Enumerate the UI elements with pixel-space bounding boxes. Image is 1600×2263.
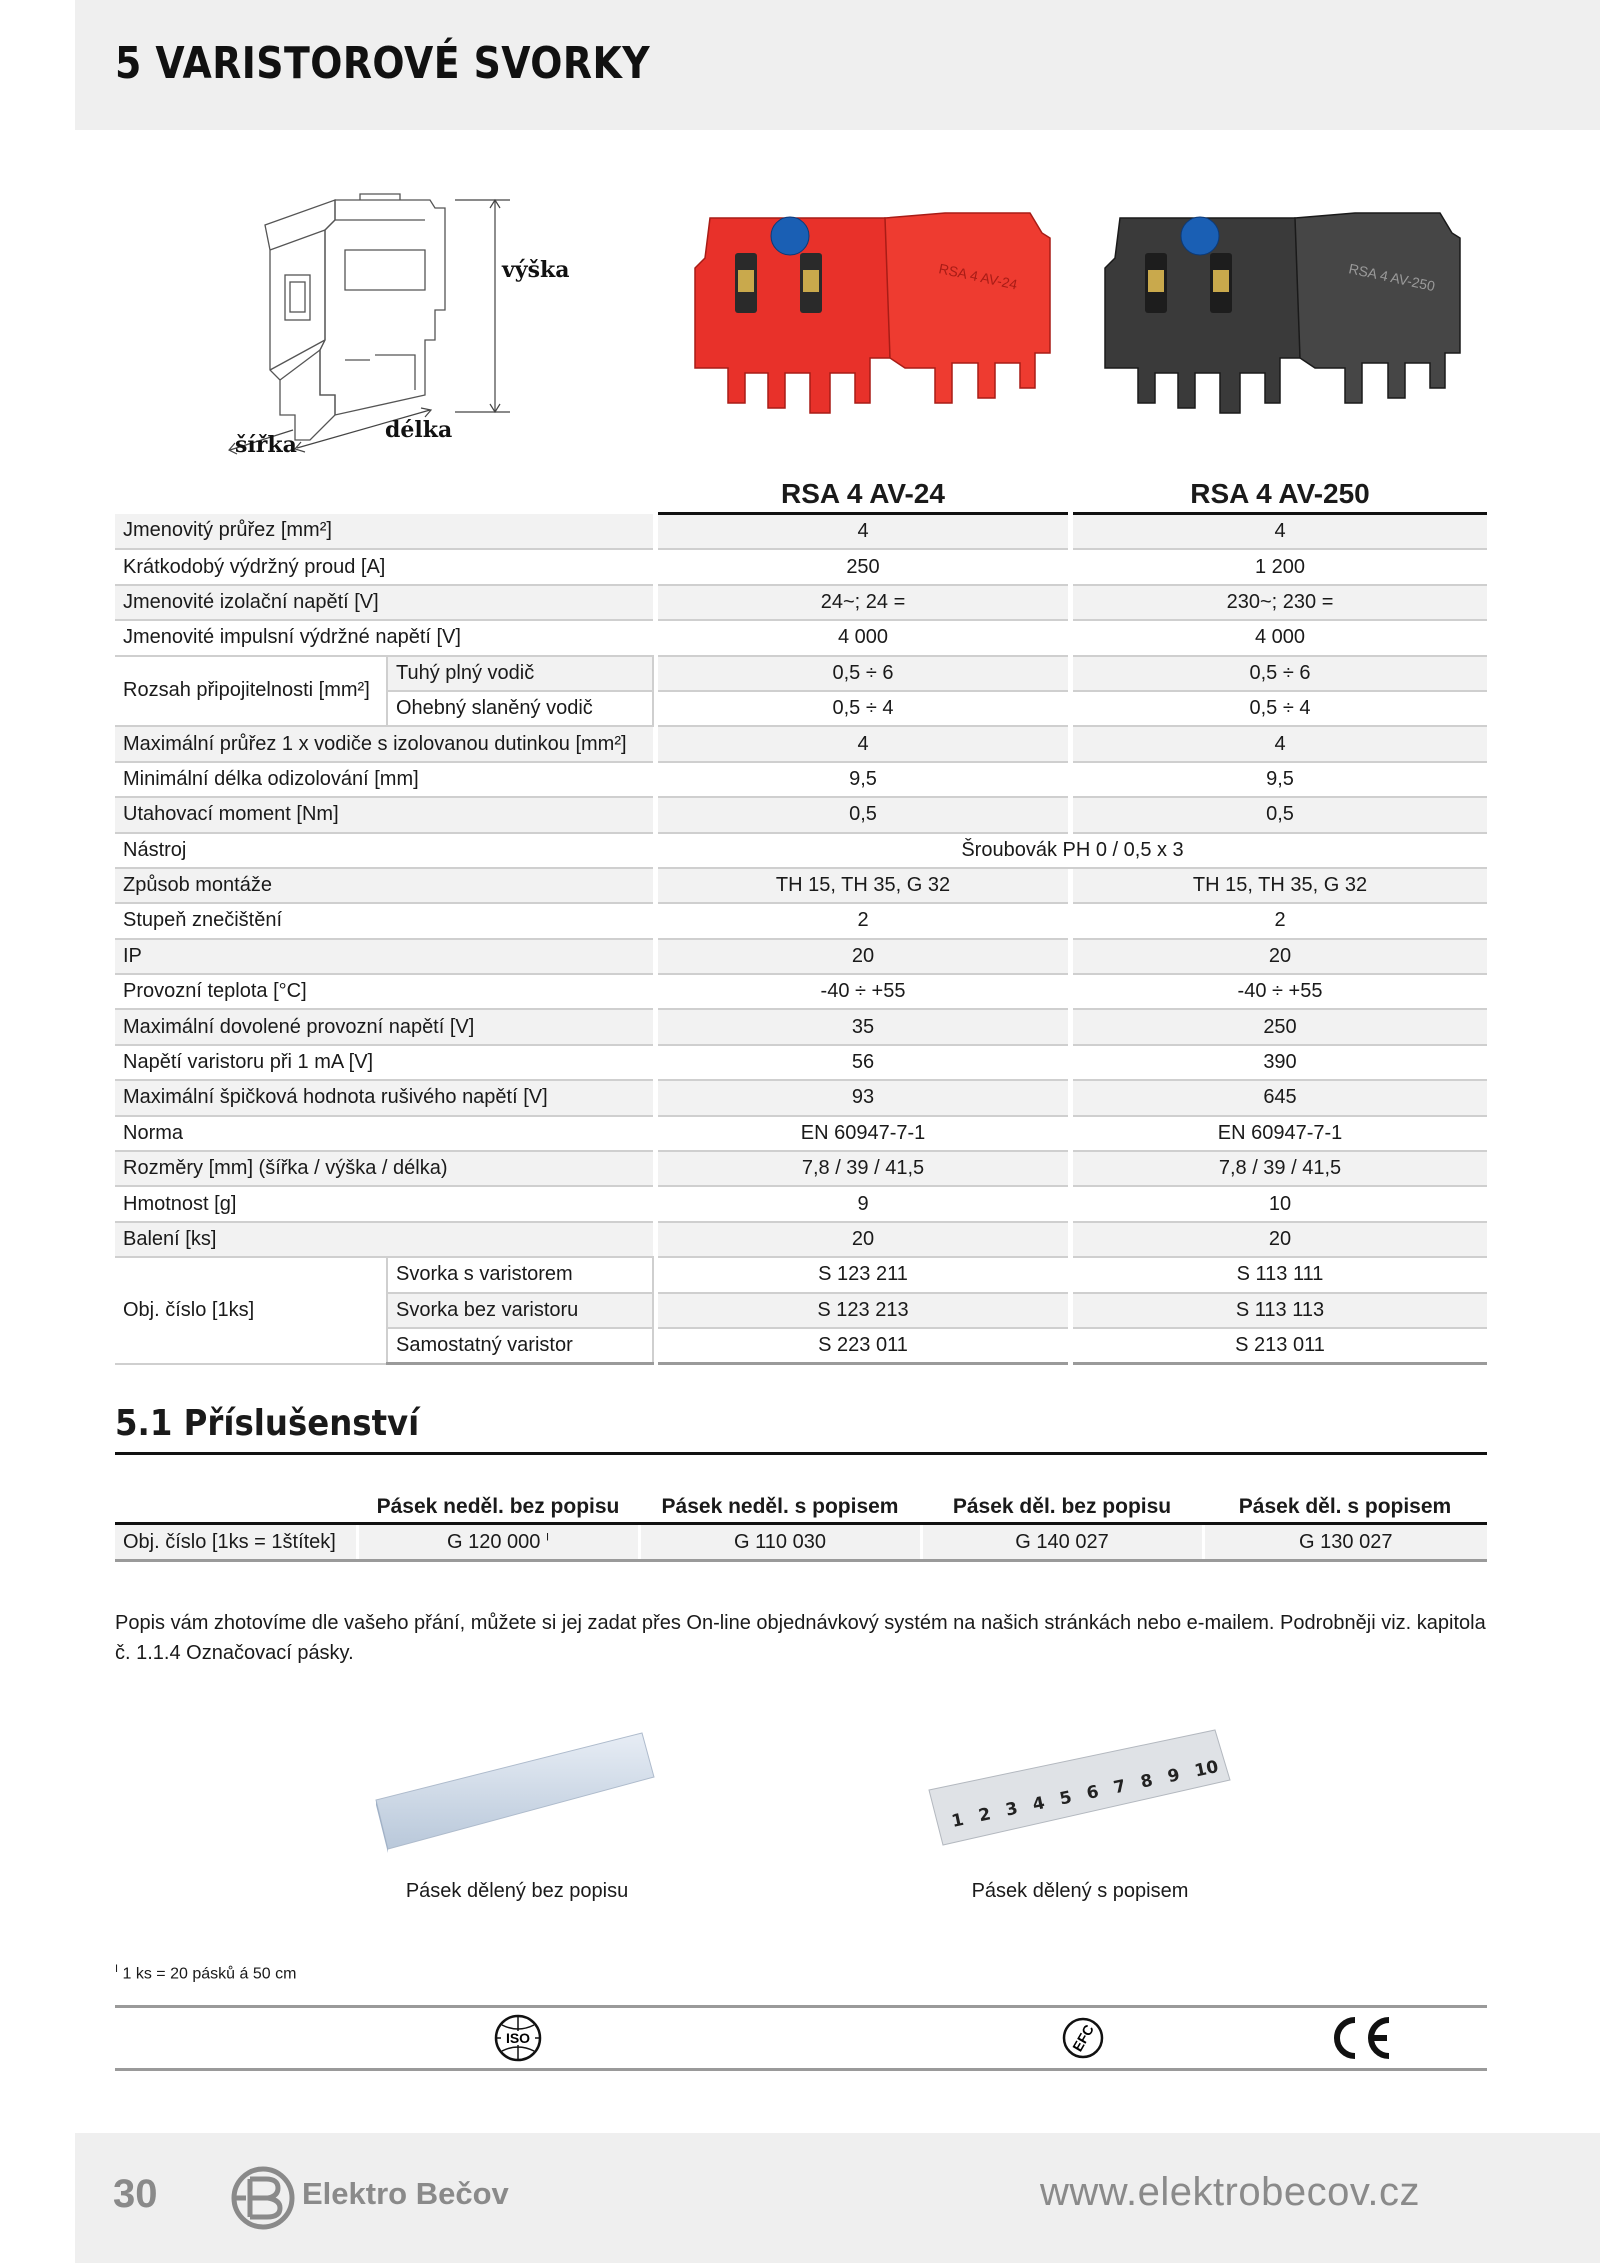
spec-value-av24: 56 [658, 1045, 1068, 1080]
spec-label: Balení [ks] [115, 1222, 653, 1257]
spec-value-av250: 20 [1073, 939, 1487, 974]
spec-merged-value: Šroubovák PH 0 / 0,5 x 3 [658, 833, 1487, 868]
spec-sub-label: Ohebný slaněný vodič [387, 691, 653, 726]
spec-row [115, 1045, 1487, 1080]
strip-number: 6 [1084, 1781, 1101, 1804]
spec-row [115, 1257, 1487, 1292]
spec-value-av250: -40 ÷ +55 [1073, 974, 1487, 1009]
strip-number: 10 [1192, 1757, 1221, 1782]
strip-number: 5 [1057, 1787, 1074, 1810]
spec-value-av250: 390 [1073, 1045, 1487, 1080]
spec-label: IP [115, 939, 653, 974]
strip-number: 8 [1138, 1770, 1155, 1793]
dark-terminal-face-text: RSA 4 AV-250 [1347, 260, 1437, 295]
accessory-header: Pásek neděl. s popisem [639, 1492, 921, 1524]
spec-sub-label: Tuhý plný vodič [387, 656, 653, 691]
spec-row [115, 833, 1487, 868]
column-header-av250: RSA 4 AV-250 [1073, 470, 1487, 514]
strip-number: 3 [1003, 1798, 1020, 1821]
footnote-text: 1 ks = 20 pásků á 50 cm [122, 1965, 297, 1983]
spec-value-av250: 0,5 ÷ 6 [1073, 656, 1487, 691]
website-link[interactable]: www.elektrobecov.cz [1040, 2170, 1421, 2214]
spec-value-av24: 2 [658, 903, 1068, 938]
svg-text:EFC: EFC [1069, 2021, 1097, 2055]
spec-label: Krátkodobý výdržný proud [A] [115, 549, 653, 584]
spec-sub-label: Samostatný varistor [387, 1328, 653, 1364]
spec-value-av24: 20 [658, 939, 1068, 974]
page-number: 30 [113, 2172, 158, 2216]
spec-label: Norma [115, 1116, 653, 1151]
spec-value-av24: 24~; 24 = [658, 585, 1068, 620]
accessories-order-row [115, 1524, 1487, 1561]
spec-value-av250: S 213 011 [1073, 1328, 1487, 1364]
efc-icon [1058, 2013, 1108, 2063]
spec-value-av250: S 113 113 [1073, 1293, 1487, 1328]
red-terminal-face-text: RSA 4 AV-24 [937, 260, 1019, 293]
spec-row [115, 656, 1487, 691]
spec-value-av24: 7,8 / 39 / 41,5 [658, 1151, 1068, 1186]
spec-row [115, 1009, 1487, 1044]
spec-value-av250: 2 [1073, 903, 1487, 938]
spec-value-av250: 0,5 [1073, 797, 1487, 832]
spec-value-av250: 20 [1073, 1222, 1487, 1257]
order-number-cell: G 140 027 [921, 1524, 1203, 1561]
strip-photo-labeled [925, 1725, 1235, 1865]
spec-value-av250: EN 60947-7-1 [1073, 1116, 1487, 1151]
length-label: délka [385, 417, 453, 443]
width-label: šířka [235, 432, 297, 458]
terminal-dimension-drawing [225, 190, 570, 475]
spec-value-av24: S 123 211 [658, 1257, 1068, 1292]
spec-label: Maximální průřez 1 x vodiče s izolovanou dutinkou [mm²] [115, 726, 653, 761]
strip-number: 2 [976, 1804, 993, 1827]
caption-labeled-strip: Pásek dělený s popisem [971, 1880, 1189, 1902]
spec-value-av24: 9 [658, 1186, 1068, 1221]
spec-value-av24: 0,5 ÷ 6 [658, 656, 1068, 691]
spec-sub-label: Svorka s varistorem [387, 1257, 653, 1292]
order-number-label: Obj. číslo [1ks = 1štítek] [115, 1524, 357, 1561]
spec-label: Provozní teplota [°C] [115, 974, 653, 1009]
chapter-title: 5 VARISTOROVÉ SVORKY [115, 38, 651, 89]
spec-label: Stupeň znečištění [115, 903, 653, 938]
spec-value-av250: TH 15, TH 35, G 32 [1073, 868, 1487, 903]
spec-row [115, 585, 1487, 620]
spec-row [115, 868, 1487, 903]
spec-value-av24: 0,5 [658, 797, 1068, 832]
description-paragraph: Popis vám zhotovíme dle vašeho přání, můžete si jej zadat přes On-line objednávkový systém na našich stránkách nebo e-mailem. Podrobněji viz. kapitola č. 1.1.4 Označovací pásky. [115, 1612, 1486, 1664]
svg-text:ISO: ISO [505, 2030, 531, 2046]
spec-value-av250: 645 [1073, 1080, 1487, 1115]
spec-label: Hmotnost [g] [115, 1186, 653, 1221]
spec-row [115, 1151, 1487, 1186]
spec-value-av24: 20 [658, 1222, 1068, 1257]
spec-row [115, 1186, 1487, 1221]
spec-label: Maximální špičková hodnota rušivého napětí [V] [115, 1080, 653, 1115]
accessory-header: Pásek neděl. bez popisu [357, 1492, 639, 1524]
spec-value-av250: 230~; 230 = [1073, 585, 1487, 620]
spec-row [115, 762, 1487, 797]
spec-value-av24: S 123 213 [658, 1293, 1068, 1328]
column-header-av24: RSA 4 AV-24 [658, 470, 1068, 514]
footnote [115, 1963, 296, 1983]
svg-text:CE: CE [1360, 2061, 1362, 2062]
spec-row [115, 939, 1487, 974]
footnote-marker: I [545, 1530, 550, 1543]
spec-value-av250: 4 [1073, 514, 1487, 550]
strip-number: 9 [1165, 1765, 1182, 1788]
spec-label: Způsob montáže [115, 868, 653, 903]
spec-label: Nástroj [115, 833, 653, 868]
spec-value-av250: 4 [1073, 726, 1487, 761]
strip-number: 7 [1111, 1776, 1128, 1799]
spec-row [115, 549, 1487, 584]
spec-value-av250: 7,8 / 39 / 41,5 [1073, 1151, 1487, 1186]
spec-row [115, 1116, 1487, 1151]
spec-label: Jmenovitý průřez [mm²] [115, 514, 653, 550]
accessories-header-row [115, 1492, 1487, 1524]
spec-value-av24: S 223 011 [658, 1328, 1068, 1364]
spec-value-av24: 35 [658, 1009, 1068, 1044]
spec-value-av24: 250 [658, 549, 1068, 584]
caption-plain-strip: Pásek dělený bez popisu [405, 1880, 629, 1902]
spec-value-av250: 9,5 [1073, 762, 1487, 797]
spec-label: Utahovací moment [Nm] [115, 797, 653, 832]
strip-number: 1 [949, 1809, 966, 1832]
ce-mark-icon [1325, 2014, 1395, 2062]
order-number-cell: G 110 030 [639, 1524, 921, 1561]
strip-number: 4 [1030, 1793, 1047, 1816]
spec-row [115, 903, 1487, 938]
spec-row [115, 726, 1487, 761]
height-label: výška [502, 257, 570, 283]
section-title-accessories: 5.1 Příslušenství [115, 1403, 420, 1444]
spec-label: Jmenovité impulsní výdržné napětí [V] [115, 620, 653, 655]
spec-label: Napětí varistoru při 1 mA [V] [115, 1045, 653, 1080]
accessory-header: Pásek děl. s popisem [1203, 1492, 1487, 1524]
company-logo-icon [228, 2165, 298, 2231]
spec-value-av24: TH 15, TH 35, G 32 [658, 868, 1068, 903]
order-number-cell: G 130 027 [1203, 1524, 1487, 1561]
footnote-marker: I [115, 1963, 119, 1975]
spec-value-av250: 10 [1073, 1186, 1487, 1221]
strip-photo-plain [372, 1725, 662, 1865]
section-rule [115, 1452, 1487, 1455]
spec-value-av250: 1 200 [1073, 549, 1487, 584]
spec-value-av250: S 113 111 [1073, 1257, 1487, 1292]
cert-bar-bottom-rule [115, 2068, 1487, 2071]
spec-label: Minimální délka odizolování [mm] [115, 762, 653, 797]
order-number-cell: G 120 000 $^I$ [357, 1524, 639, 1561]
spec-row [115, 797, 1487, 832]
spec-value-av24: -40 ÷ +55 [658, 974, 1068, 1009]
spec-group-label: Obj. číslo [1ks] [115, 1257, 387, 1364]
spec-header-row [115, 470, 1487, 514]
spec-value-av250: 4 000 [1073, 620, 1487, 655]
spec-row [115, 514, 1487, 550]
spec-value-av24: 4 000 [658, 620, 1068, 655]
product-photo-dark [1100, 198, 1465, 423]
spec-value-av24: 0,5 ÷ 4 [658, 691, 1068, 726]
iso-icon [493, 2013, 543, 2063]
spec-value-av24: 9,5 [658, 762, 1068, 797]
spec-value-av250: 250 [1073, 1009, 1487, 1044]
spec-row [115, 1080, 1487, 1115]
product-photo-red [690, 198, 1055, 423]
spec-value-av24: 4 [658, 514, 1068, 550]
spec-group-label: Rozsah připojitelnosti [mm²] [115, 656, 387, 727]
cert-bar-top-rule [115, 2005, 1487, 2008]
spec-label: Maximální dovolené provozní napětí [V] [115, 1009, 653, 1044]
spec-label: Rozměry [mm] (šířka / výška / délka) [115, 1151, 653, 1186]
accessory-header: Pásek děl. bez popisu [921, 1492, 1203, 1524]
spec-table [115, 470, 1487, 1365]
spec-label: Jmenovité izolační napětí [V] [115, 585, 653, 620]
spec-value-av24: EN 60947-7-1 [658, 1116, 1068, 1151]
spec-value-av250: 0,5 ÷ 4 [1073, 691, 1487, 726]
spec-value-av24: 4 [658, 726, 1068, 761]
spec-sub-label: Svorka bez varistoru [387, 1293, 653, 1328]
company-name: Elektro Bečov [302, 2176, 509, 2211]
spec-value-av24: 93 [658, 1080, 1068, 1115]
accessories-table [115, 1492, 1487, 1562]
spec-row [115, 620, 1487, 655]
spec-row [115, 1222, 1487, 1257]
spec-row [115, 974, 1487, 1009]
